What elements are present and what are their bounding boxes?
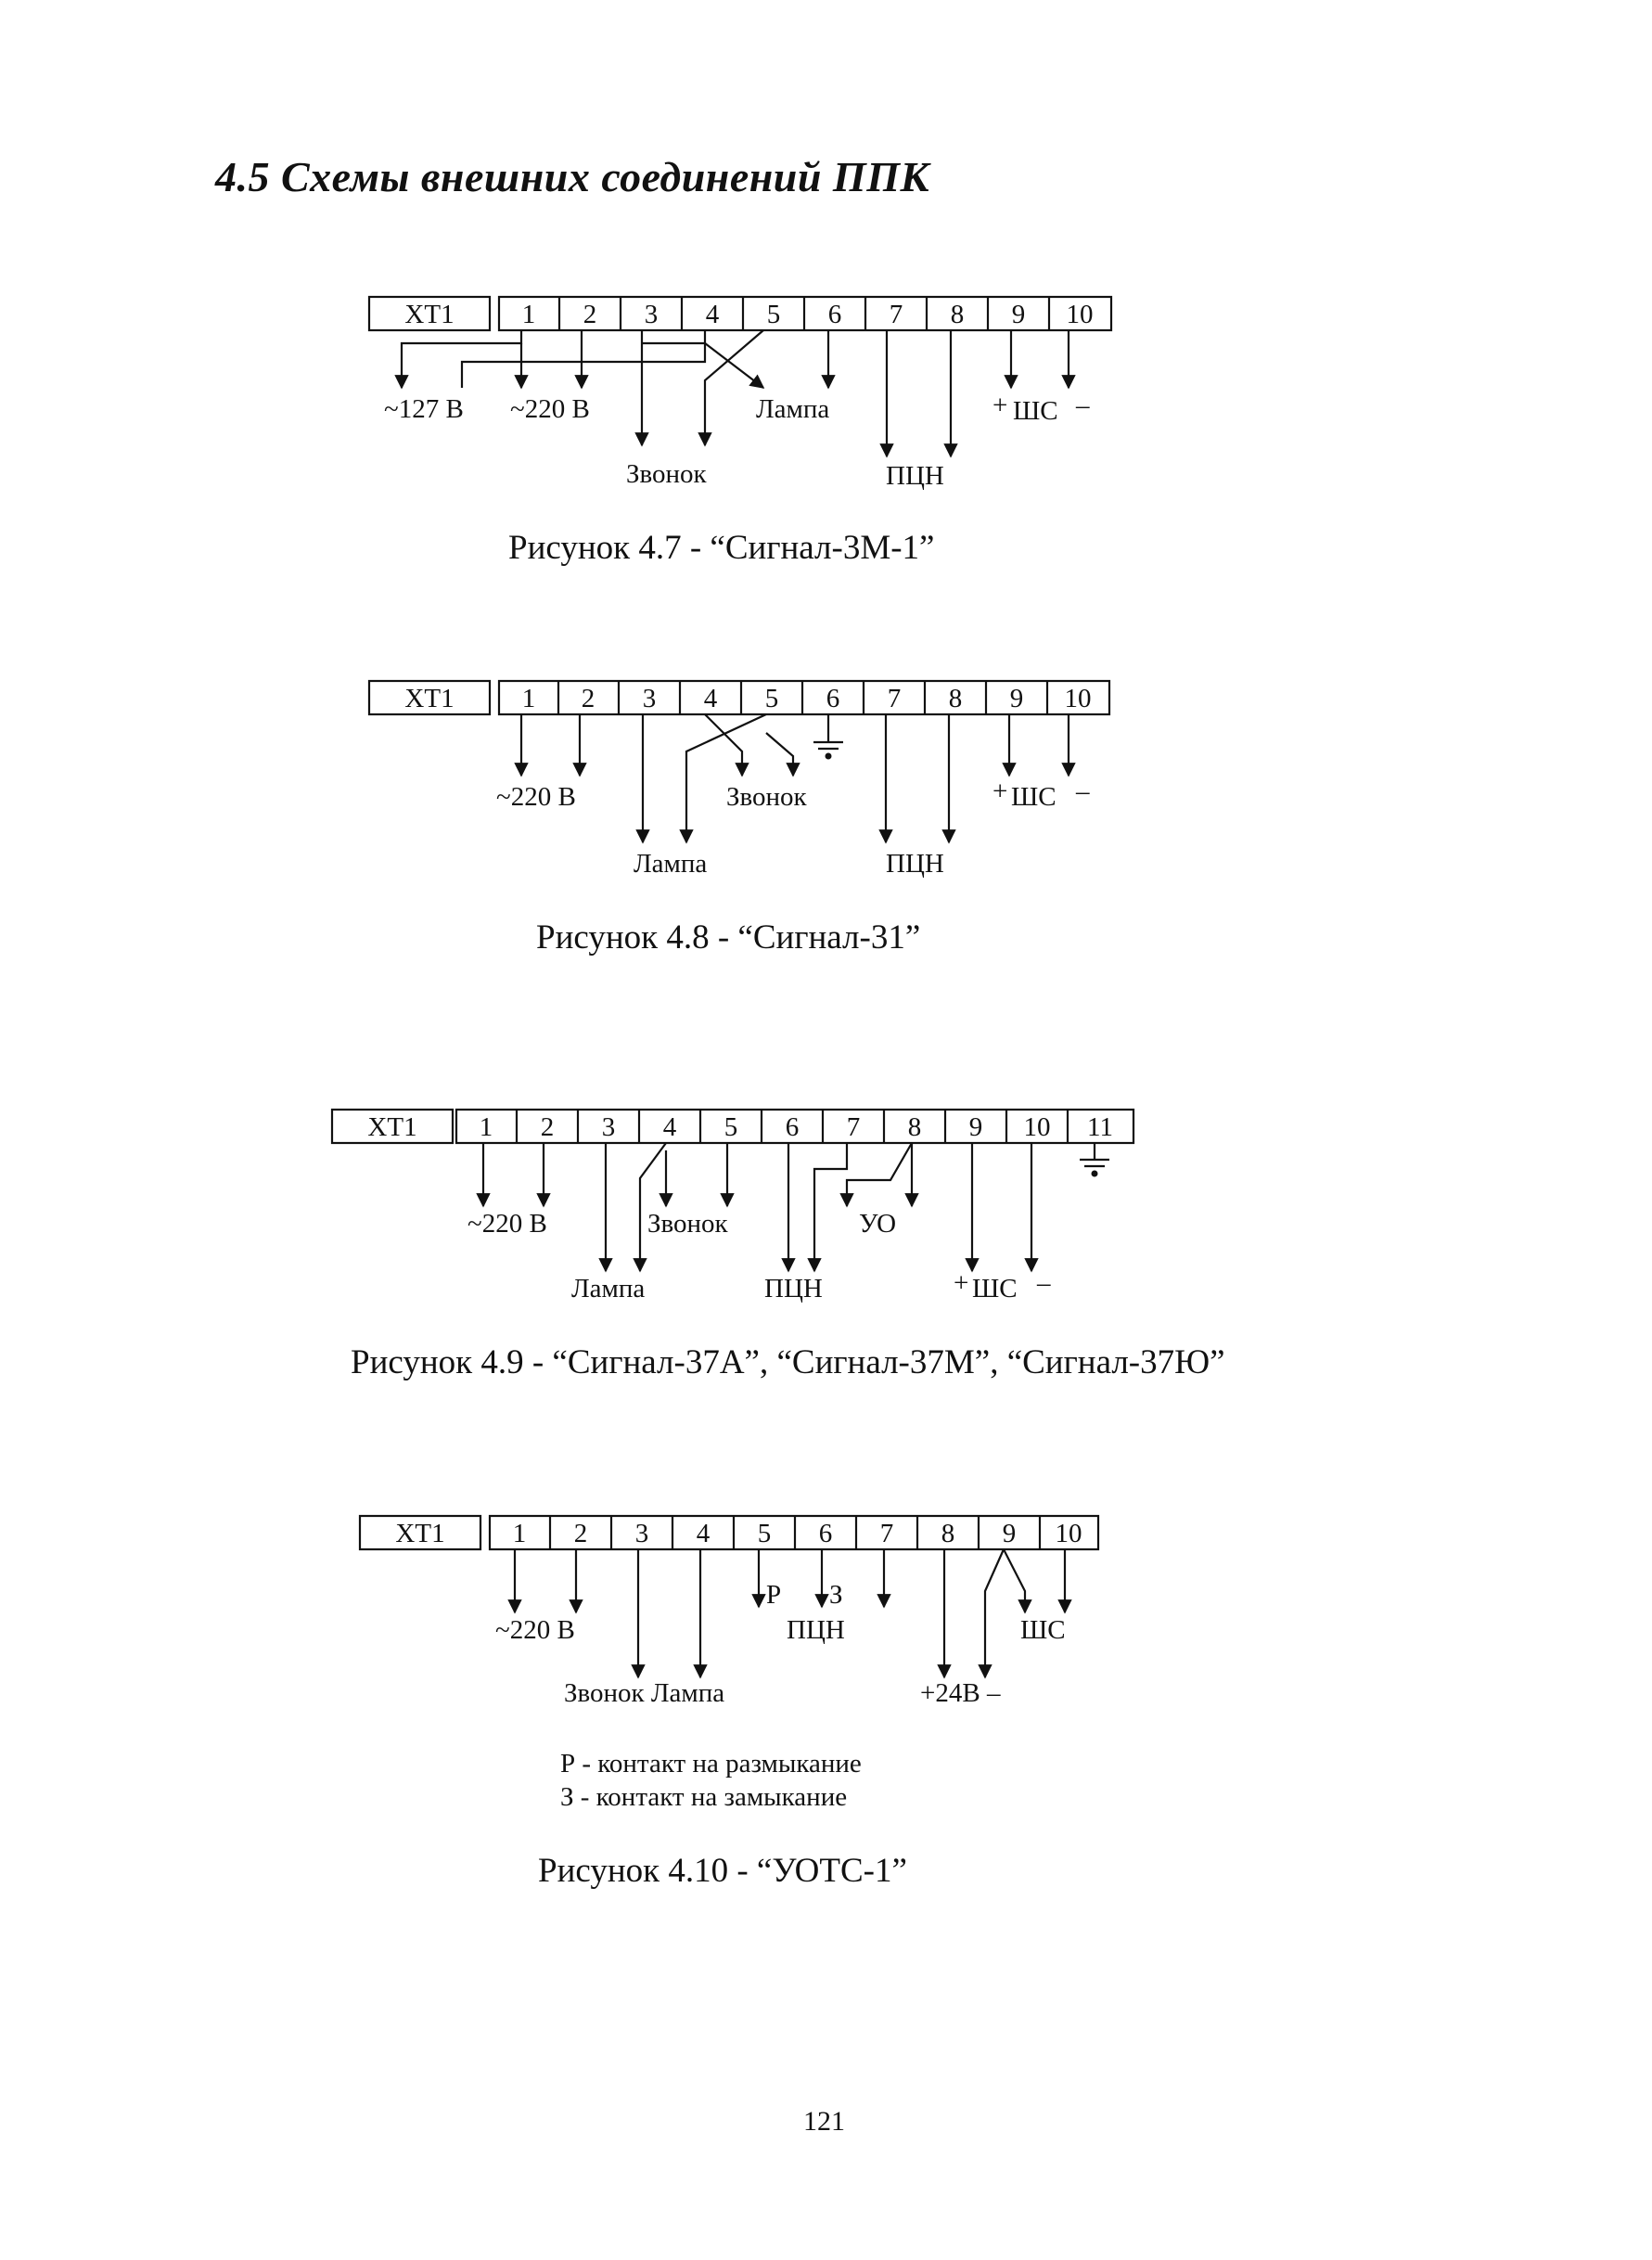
connector-cell: 2 [583,300,597,329]
label-pcn: ПЦН [886,461,944,491]
connector-cell: 5 [764,684,779,713]
label-lamp: Лампа [756,394,830,424]
figure-4-10 [360,1516,1098,1890]
page-number: 121 [803,2106,845,2137]
label-220v: ~220 В [495,1615,575,1645]
connector-cell: 3 [634,1519,649,1548]
label-24v: +24В – [920,1678,1001,1708]
connector-cell: 2 [581,684,595,713]
connector-cell: 5 [766,300,781,329]
connector-cell: 6 [818,1519,833,1548]
connector-cell: 4 [662,1112,677,1142]
label-bell: Звонок [626,459,707,489]
figure-caption: Рисунок 4.7 - “Сигнал-3М-1” [508,529,935,567]
connector-cell: 10 [1023,1112,1051,1142]
wiring [521,714,1069,842]
connector-cell: 2 [540,1112,555,1142]
connector-cell: 4 [696,1519,711,1548]
connector-cell: 3 [601,1112,616,1142]
label-lamp: Лампа [571,1274,646,1303]
connector-cell: 8 [948,684,963,713]
connector-cell: 1 [521,300,536,329]
connector-cell: 8 [941,1519,955,1548]
label-pcn: ПЦН [787,1615,845,1645]
connector-cell: 6 [826,684,840,713]
connector-cell: 8 [950,300,965,329]
connector-cell: 9 [968,1112,983,1142]
label-220v: ~220 В [510,394,590,424]
wiring [402,330,1069,456]
connector-cell: 10 [1055,1519,1082,1548]
connector-cell: 7 [887,684,902,713]
connector-xt1 [369,681,1109,714]
connector-cell: 3 [642,684,657,713]
connector-cell: ХТ1 [367,1112,417,1142]
connector-cell: 1 [512,1519,527,1548]
connector-cell: 1 [479,1112,493,1142]
label-bell: Звонок [726,782,807,812]
label-pcn: ПЦН [764,1274,823,1303]
connector-cell: 11 [1087,1112,1113,1142]
page-title: 4.5 Схемы внешних соединений ППК [215,153,930,200]
legend-line: Р - контакт на размыкание [560,1749,862,1778]
label-pcn: ПЦН [886,849,944,879]
connector-cell: 9 [1011,300,1026,329]
label-z: З [829,1580,843,1610]
connector-cell: 10 [1066,300,1094,329]
label-220v: ~220 В [496,782,576,812]
label-shs-minus: – [1076,777,1090,806]
label-shs-minus: – [1076,391,1090,420]
connector-cell: 5 [757,1519,772,1548]
connector-xt1 [369,297,1111,330]
connector-cell: 7 [846,1112,861,1142]
label-127v: ~127 В [384,394,464,424]
label-bell: Звонок [647,1209,728,1239]
connector-cell: 8 [907,1112,922,1142]
connector-cell: 6 [785,1112,800,1142]
connector-cell: 7 [879,1519,894,1548]
connector-cell: 2 [573,1519,588,1548]
figure-caption: Рисунок 4.8 - “Сигнал-31” [536,918,921,957]
label-r: Р [766,1580,782,1610]
figure-caption: Рисунок 4.9 - “Сигнал-37А”, “Сигнал-37М”, “Сигнал-37Ю” [351,1343,1225,1381]
label-shs-plus: + [992,777,1008,806]
connector-cell: 4 [703,684,718,713]
connector-xt1 [360,1516,1098,1549]
label-shs-minus: – [1037,1268,1051,1298]
connector-cell: 10 [1064,684,1092,713]
legend-line: З - контакт на замыкание [560,1782,848,1812]
figure-4-7 [369,297,1111,567]
connector-cell: ХТ1 [404,300,455,329]
wiring [515,1549,1065,1677]
connector-cell: 3 [644,300,659,329]
connector-cell: 6 [827,300,842,329]
connector-xt1 [332,1110,1133,1143]
connector-cell: 5 [724,1112,738,1142]
label-shs-plus: + [992,391,1008,420]
label-shs: ШС [1011,782,1057,812]
label-shs: ШС [1013,396,1058,426]
connector-cell: 7 [889,300,903,329]
figure-4-8 [369,681,1109,957]
wiring [483,1143,1109,1271]
connector-cell: 9 [1002,1519,1017,1548]
label-bell-lamp: Звонок Лампа [564,1678,725,1708]
label-shs: ШС [1020,1615,1066,1645]
connector-cell: 4 [705,300,720,329]
connector-cell: 1 [521,684,536,713]
label-uo: УО [859,1209,897,1239]
label-lamp: Лампа [634,849,708,879]
connector-cell: ХТ1 [404,684,455,713]
connector-cell: ХТ1 [395,1519,445,1548]
label-shs: ШС [972,1274,1018,1303]
figure-4-9 [332,1110,1225,1381]
connector-cell: 9 [1009,684,1024,713]
label-220v: ~220 В [467,1209,547,1239]
figure-caption: Рисунок 4.10 - “УОТС-1” [538,1852,907,1890]
label-shs-plus: + [954,1268,969,1298]
